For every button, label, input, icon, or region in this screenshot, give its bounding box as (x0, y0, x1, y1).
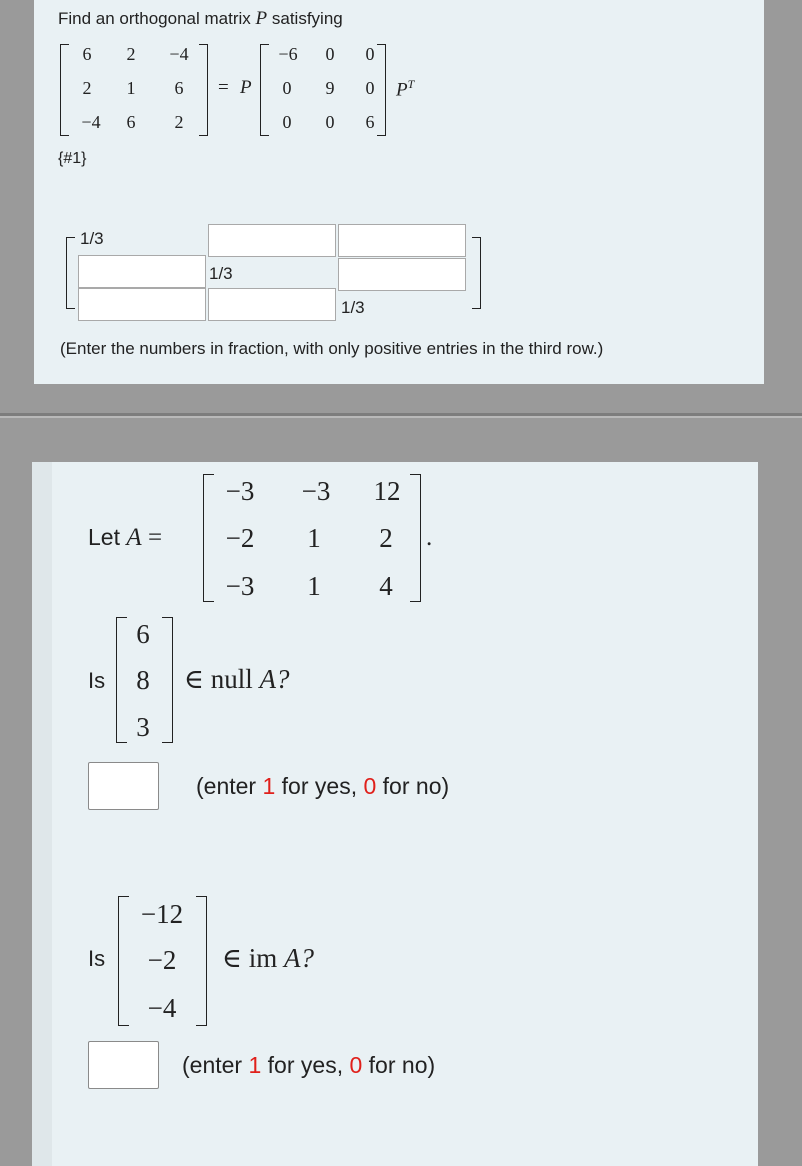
answer-input-r3c1[interactable] (78, 288, 206, 321)
vector-cell: 6 (136, 619, 150, 649)
q2-member-null: ∈ null (184, 664, 253, 694)
null-answer-input[interactable] (88, 762, 159, 810)
given-entry-3: 1/3 (341, 298, 365, 317)
vec1-bracket-right (162, 617, 173, 743)
matrix-cell: 4 (379, 571, 393, 601)
q2-is-1: Is (88, 668, 106, 693)
null-answer-hint (196, 773, 449, 800)
matrix-a-bracket-left (203, 474, 214, 602)
q2-is-2: Is (88, 946, 106, 971)
image-answer-input[interactable] (88, 1041, 159, 1089)
matrix-cell: 2 (174, 112, 184, 132)
question-panel-2-edge (32, 462, 52, 1166)
answer-bracket-left (66, 237, 75, 309)
q2-var-a-3: A? (284, 943, 314, 973)
q2-let: Let (88, 524, 120, 550)
answer-input-r1c2[interactable] (208, 224, 336, 257)
matrix-cell: 1 (307, 523, 321, 553)
q1-var-p: P (255, 8, 268, 29)
matrix-cell: −3 (225, 571, 255, 601)
matrix-cell: −6 (278, 44, 298, 64)
matrix-cell: 1 (126, 78, 136, 98)
hint-pre: (enter (196, 773, 263, 799)
hint-mid: for yes, (275, 773, 364, 799)
matrix-cell: 6 (365, 112, 375, 132)
vector-cell: 3 (136, 712, 150, 742)
matrix-cell: 0 (325, 112, 335, 132)
hint2-mid: for yes, (261, 1052, 350, 1078)
q2-let-line (88, 524, 162, 552)
q1-pt-letter: P (396, 79, 408, 101)
answer-input-r2c1[interactable] (78, 255, 206, 288)
vector-cell: 8 (136, 665, 150, 695)
q2-im-expr (222, 943, 314, 974)
matrix-cell: 0 (325, 44, 335, 64)
q1-prompt-prefix: Find an orthogonal matrix (58, 9, 251, 28)
answer-bracket-right (472, 237, 481, 309)
q1-lhs-bracket-right (199, 44, 208, 136)
matrix-cell: 2 (126, 44, 136, 64)
matrix-cell: 1 (307, 571, 321, 601)
matrix-cell: −3 (225, 476, 255, 506)
hint-no-value: 0 (363, 773, 377, 799)
hint2-pre: (enter (182, 1052, 249, 1078)
q2-null-expr (184, 664, 290, 695)
q1-equals: = (218, 77, 229, 98)
matrix-cell: −2 (225, 523, 255, 553)
given-entry-2: 1/3 (209, 264, 233, 283)
answer-input-r3c2[interactable] (208, 288, 336, 321)
matrix-cell: 0 (282, 112, 292, 132)
matrix-cell: 0 (365, 78, 375, 98)
answer-input-r2c3[interactable] (338, 258, 466, 291)
matrix-cell: 9 (325, 78, 335, 98)
vector-cell: −12 (140, 899, 184, 929)
q1-prompt (58, 8, 343, 30)
matrix-cell: 6 (82, 44, 92, 64)
matrix-cell: 2 (82, 78, 92, 98)
vec2-bracket-right (196, 896, 207, 1026)
hint2-post: for no) (362, 1052, 436, 1078)
image-answer-hint (182, 1052, 435, 1079)
matrix-cell: 0 (282, 78, 292, 98)
q1-p: P (240, 77, 252, 98)
q2-var-a-2: A? (259, 664, 290, 694)
matrix-cell: 6 (174, 78, 184, 98)
q1-lhs-bracket-left (60, 44, 69, 136)
matrix-cell: 6 (126, 112, 136, 132)
matrix-cell: 12 (373, 476, 401, 506)
panel-divider-highlight (0, 416, 802, 418)
q2-equals: = (148, 524, 163, 551)
q2-var-a: A (126, 524, 142, 551)
q1-pt-sup: T (407, 77, 415, 91)
hint-post: for no) (376, 773, 450, 799)
vector-cell: −4 (147, 993, 177, 1023)
vector-cell: −2 (147, 945, 177, 975)
matrix-cell: 0 (365, 44, 375, 64)
given-entry-1: 1/3 (80, 229, 104, 248)
matrix-cell: −4 (169, 44, 189, 64)
q2-period: . (426, 524, 433, 551)
hint2-no-value: 0 (349, 1052, 363, 1078)
hint2-yes-value: 1 (248, 1052, 262, 1078)
q1-instruction: (Enter the numbers in fraction, with only positive entries in the third row.) (60, 339, 604, 358)
q1-diag-bracket-left (260, 44, 269, 136)
q1-ref-tag: {#1} (58, 150, 87, 167)
hint-yes-value: 1 (262, 773, 276, 799)
matrix-a-bracket-right (410, 474, 421, 602)
answer-input-r1c3[interactable] (338, 224, 466, 257)
q2-member-im: ∈ im (222, 943, 278, 973)
q1-prompt-suffix: satisfying (271, 9, 343, 28)
matrix-cell: 2 (379, 523, 393, 553)
matrix-cell: −4 (81, 112, 101, 132)
matrix-cell: −3 (301, 476, 331, 506)
q1-p-transpose (396, 77, 414, 101)
